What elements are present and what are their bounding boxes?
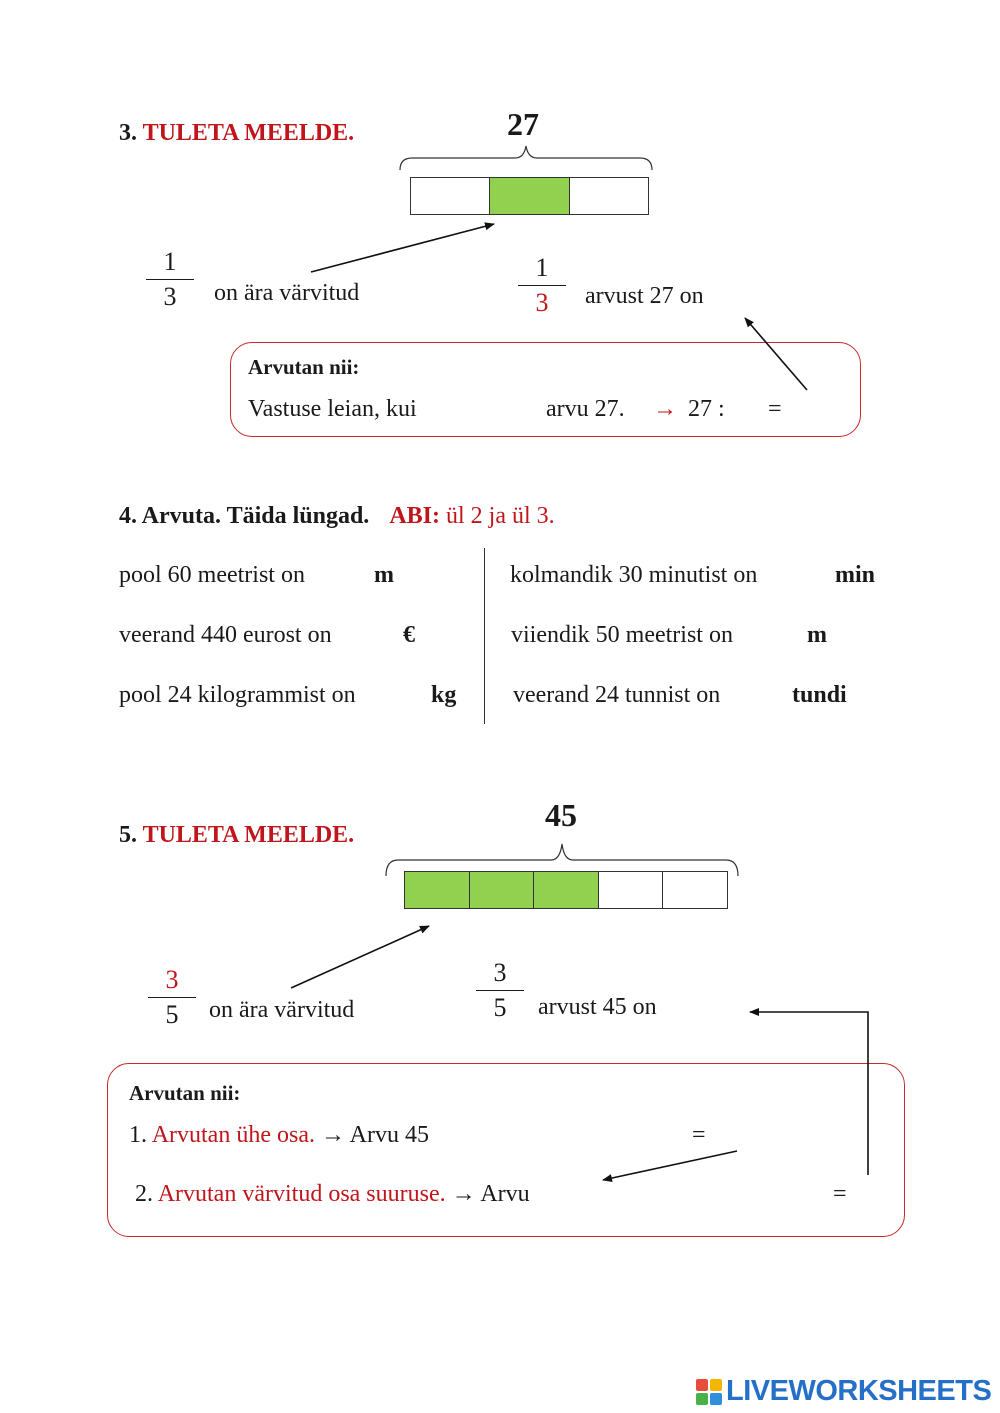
logo-text: LIVEWORKSHEETS: [726, 1375, 992, 1407]
section5-left-text: on ära värvitud: [209, 997, 355, 1023]
exercise-left-3-unit: kg: [431, 682, 457, 708]
exercise-right-2: viiendik 50 meetrist on: [511, 622, 733, 648]
section5-heading: 5. TULETA MEELDE.: [119, 822, 355, 848]
section5-step2: 2. Arvutan värvitud osa suuruse. → Arvu: [135, 1181, 530, 1207]
section3-arrow-to-strip: [311, 224, 494, 272]
exercise-left-1: pool 60 meetrist on: [119, 562, 305, 588]
exercise-right-1: kolmandik 30 minutist on: [510, 562, 758, 588]
exercise-left-2: veerand 440 eurost on: [119, 622, 332, 648]
section3-box-line-a: Vastuse leian, kui: [248, 396, 417, 422]
fraction-numerator: 3: [493, 958, 507, 987]
fraction-denominator: 5: [493, 993, 507, 1022]
section3-arrow-from-box: [745, 318, 807, 390]
section5-arrow-to-strip: [291, 926, 429, 988]
fraction-numerator: 1: [535, 253, 549, 282]
section5-step2-equals: =: [833, 1181, 847, 1207]
section5-total: 45: [545, 797, 577, 833]
section3-box-line-b: arvu 27.: [546, 396, 625, 422]
section3-box-line-c: 27 :: [688, 396, 725, 422]
section5-box-heading: Arvutan nii:: [129, 1081, 241, 1105]
fraction-denominator: 3: [535, 288, 549, 317]
section5-right-text: arvust 45 on: [538, 994, 657, 1020]
section3-box-equals: =: [768, 396, 782, 422]
fraction-denominator: 5: [165, 1000, 179, 1029]
exercise-right-3-unit: tundi: [792, 682, 847, 708]
section5-arrow-from-box: [750, 1012, 868, 1175]
fraction-numerator: 3: [165, 965, 179, 994]
section3-total: 27: [507, 106, 539, 142]
liveworksheets-logo-icon: [696, 1379, 722, 1405]
section4-heading: 4. Arvuta. Täida lüngad. ABI: ül 2 ja ül 3.: [119, 503, 555, 529]
liveworksheets-logo: [696, 1375, 991, 1408]
section3-right-text: arvust 27 on: [585, 283, 704, 309]
fraction-denominator: 3: [163, 282, 177, 311]
section3-heading: 3. TULETA MEELDE.: [119, 120, 355, 146]
exercise-right-1-unit: min: [835, 562, 876, 588]
section3-left-text: on ära värvitud: [214, 280, 360, 306]
section3-box-heading: Arvutan nii:: [248, 355, 360, 379]
exercise-left-2-unit: €: [403, 622, 415, 648]
section5-step1: 1. Arvutan ühe osa. → Arvu 45: [129, 1122, 429, 1148]
exercise-left-1-unit: m: [374, 562, 394, 588]
section5-brace: [386, 844, 738, 876]
section3-box-arrow: →: [653, 396, 677, 422]
section3-brace: [400, 146, 652, 170]
fraction-numerator: 1: [163, 247, 177, 276]
exercise-right-2-unit: m: [807, 622, 827, 648]
section5-arrow-step: [603, 1151, 737, 1180]
section5-step1-equals: =: [692, 1122, 706, 1148]
exercise-left-3: pool 24 kilogrammist on: [119, 682, 356, 708]
exercise-right-3: veerand 24 tunnist on: [513, 682, 721, 708]
